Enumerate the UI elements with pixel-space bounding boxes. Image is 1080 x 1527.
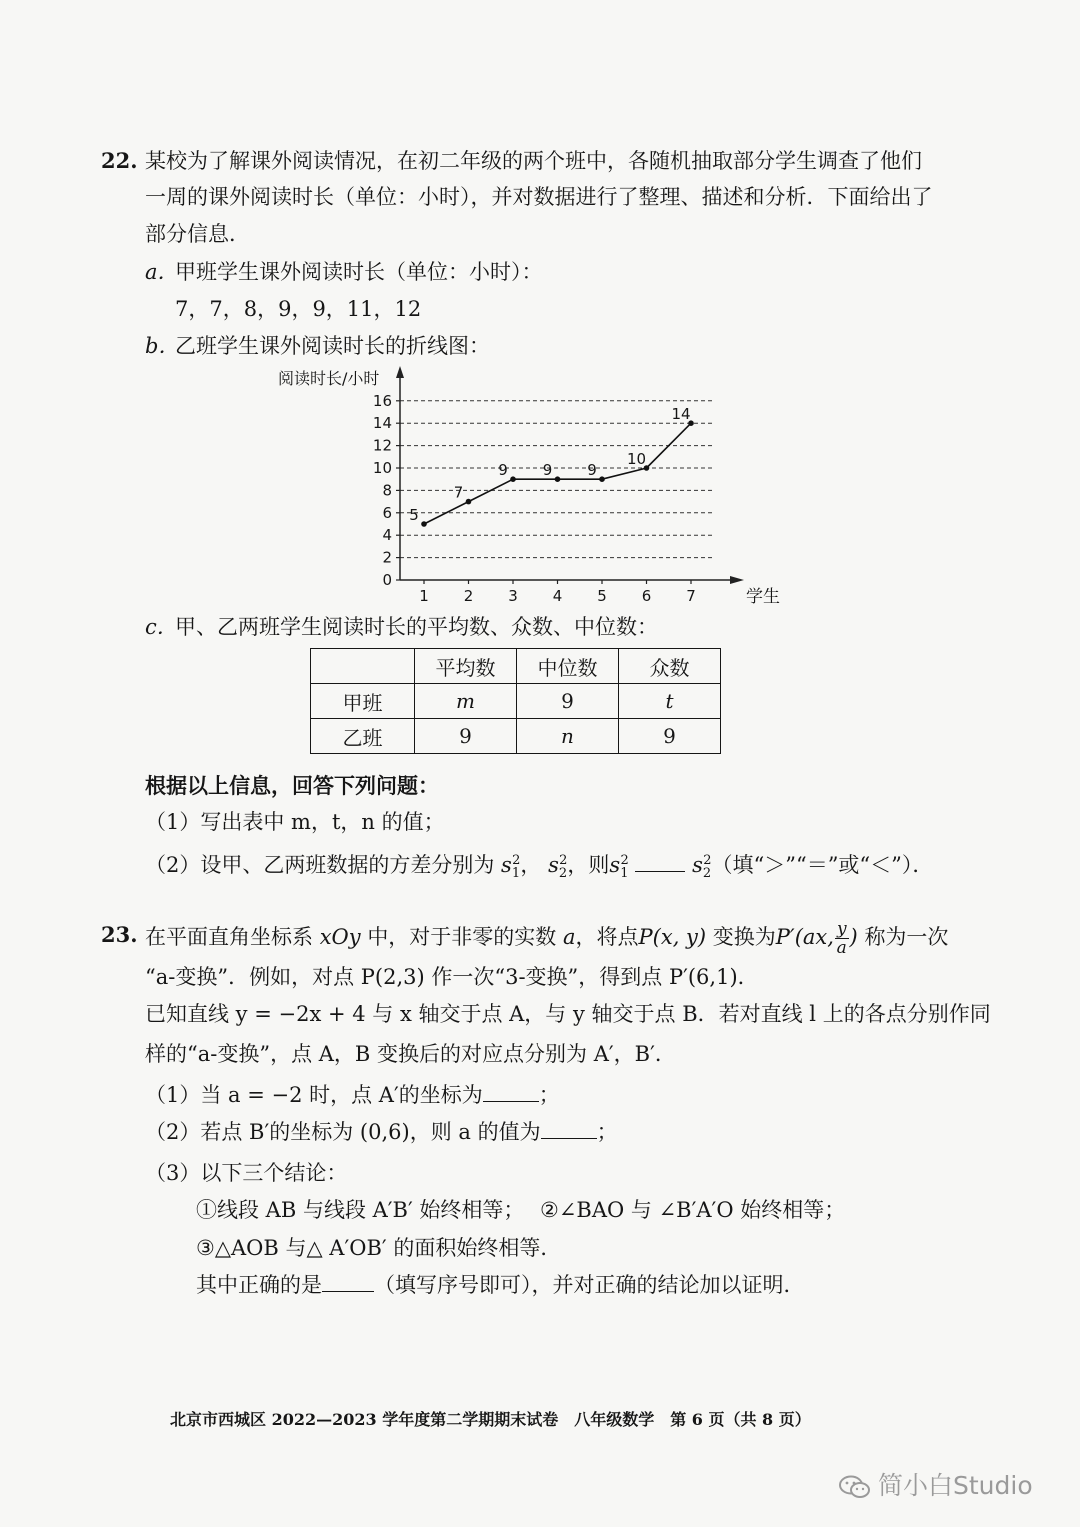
data-point — [555, 476, 561, 482]
s2-symbol: s — [692, 853, 703, 877]
chart-labels — [278, 369, 780, 607]
answer-blank-1[interactable] — [483, 1081, 539, 1102]
s2-subscript: 2 — [558, 866, 568, 882]
watermark — [838, 1466, 1033, 1502]
x-tick-label: 4 — [552, 587, 563, 605]
table-cell: 9 — [517, 684, 619, 719]
q23-sub-3-tail: （填写序号即可），并对正确的结论加以证明． — [374, 1273, 805, 1297]
item-b-text: 乙班学生课外阅读时长的折线图： — [175, 334, 490, 358]
s2-superscript: 2 — [703, 853, 712, 868]
y-tick-label: 4 — [382, 526, 392, 545]
data-label: 9 — [587, 461, 597, 480]
y-tick-label: 12 — [372, 436, 392, 455]
q23-sub-3: （3）以下三个结论： — [145, 1161, 348, 1185]
sub2-then: ，则 — [567, 853, 610, 877]
chart-axes — [396, 366, 744, 584]
answer-blank-2[interactable] — [541, 1118, 597, 1139]
q22-stem-line-2: 一周的课外阅读时长（单位：小时），并对数据进行了整理、描述和分析．下面给出了 — [145, 185, 933, 209]
q22-number: 22. — [101, 148, 138, 173]
q23-sub-2 — [145, 1117, 618, 1147]
x-tick-label: 3 — [508, 587, 518, 605]
q23-text: 变换为 — [712, 925, 776, 949]
data-point — [466, 499, 472, 505]
page-footer: 北京市西城区 2022—2023 学年度第二学期期末试卷 八年级数学 第 6 页（共 8 页） — [170, 1410, 811, 1429]
data-label: 9 — [542, 461, 553, 480]
s2-symbol: s — [548, 853, 559, 877]
item-a-text: 甲班学生课外阅读时长（单位：小时）： — [175, 260, 543, 284]
table-cell: 9 — [619, 719, 721, 754]
y-tick-label: 14 — [372, 414, 392, 433]
q23-sub-1 — [145, 1080, 560, 1110]
q23-text: 在平面直角坐标系 — [145, 925, 313, 949]
conclusion-1: ①线段 AB 与线段 A′B′ 始终相等； — [196, 1198, 525, 1222]
data-label: 9 — [498, 461, 508, 480]
q23-math: xOy — [319, 925, 361, 949]
q23-line-3: 已知直线 y = −2x + 4 与 x 轴交于点 A，与 y 轴交于点 B．若对直线 l 上的各点分别作同 — [145, 1002, 991, 1026]
s2-subscript: 2 — [702, 866, 712, 882]
chart-series — [421, 420, 694, 526]
y-tick-label: 10 — [372, 459, 392, 477]
q23-line-2: “a-变换”．例如，对点 P(2,3) 作一次“3-变换”，得到点 P′(6,1)． — [145, 965, 759, 989]
q22-stem-line-3: 部分信息． — [145, 222, 250, 246]
item-c-label: c． — [145, 615, 178, 639]
q22-prompt: 根据以上信息，回答下列问题： — [145, 773, 439, 798]
y-tick-label: 16 — [372, 391, 392, 410]
answer-blank-3[interactable] — [322, 1271, 374, 1292]
data-label: 7 — [453, 483, 464, 502]
x-tick-label: 2 — [463, 587, 474, 605]
table-header-row — [311, 649, 721, 684]
table-cell: 甲班 — [311, 684, 415, 719]
item-a-data: 7，7，8，9，9，11，12 — [175, 297, 422, 321]
fraction — [835, 920, 849, 957]
q23-text: ，将点 — [575, 925, 639, 949]
s1-symbol: s — [609, 853, 621, 877]
x-tick-label: 1 — [419, 587, 429, 605]
table-cell: 乙班 — [311, 719, 415, 754]
sub2-separator: ， — [520, 853, 542, 877]
x-tick-label: 5 — [597, 587, 607, 605]
fraction-denominator: a — [836, 938, 847, 958]
s1-symbol: s — [501, 853, 512, 877]
s1-subscript: 1 — [620, 866, 629, 882]
q22-sub-2-tail: （填“＞”“＝”或“＜”）． — [711, 853, 934, 877]
fraction-numerator: y — [836, 919, 847, 939]
data-point — [510, 476, 516, 482]
q23-text: 中，对于非零的实数 — [367, 925, 557, 949]
q23-math: a — [563, 925, 576, 949]
item-a-label: a． — [145, 260, 179, 284]
q22-sub-1: （1）写出表中 m，t，n 的值； — [145, 810, 445, 834]
q22-sub-2 — [145, 846, 933, 889]
table-cell: 9 — [415, 719, 517, 754]
x-axis-title: 学生 — [746, 587, 780, 607]
data-point — [421, 521, 427, 527]
x-tick-label: 6 — [641, 587, 652, 605]
q23-sub-1-text: （1）当 a = −2 时，点 A′的坐标为 — [145, 1083, 483, 1107]
table-header-cell: 平均数 — [415, 649, 517, 684]
q22-stem-line-1: 某校为了解课外阅读情况，在初二年级的两个班中，各随机抽取部分学生调查了他们 — [145, 149, 922, 173]
conclusion-3: ③△AOB 与△ A′OB′ 的面积始终相等． — [196, 1236, 562, 1260]
q23-sub-2-end: ； — [596, 1120, 618, 1144]
table-row — [311, 719, 721, 754]
x-axis-arrow — [730, 576, 744, 584]
q22-sub-2-lead: （2）设甲、乙两班数据的方差分别为 — [145, 853, 495, 877]
table-cell: m — [415, 684, 517, 719]
reading-time-line-chart — [270, 362, 780, 612]
wechat-icon — [838, 1474, 872, 1500]
s1-superscript: 2 — [620, 853, 629, 868]
y-axis-title: 阅读时长/小时 — [278, 369, 380, 388]
q23-line-4: 样的“a-变换”，点 A，B 变换后的对应点分别为 A′，B′． — [145, 1042, 676, 1066]
table-cell: n — [517, 719, 619, 754]
y-tick-label: 6 — [382, 503, 392, 522]
q23-math: ) — [849, 925, 858, 949]
data-label: 10 — [626, 450, 647, 468]
y-tick-label: 2 — [382, 548, 392, 567]
item-c-text: 甲、乙两班学生阅读时长的平均数、众数、中位数： — [175, 615, 658, 639]
data-label: 5 — [409, 506, 419, 524]
data-point — [599, 476, 605, 482]
q23-sub-1-end: ； — [538, 1083, 560, 1107]
conclusion-2: ②∠BAO 与 ∠B′A′O 始终相等； — [540, 1198, 846, 1222]
q23-math: P′(ax, — [775, 925, 834, 949]
q23-text: 称为一次 — [864, 925, 949, 949]
table-header-cell: 中位数 — [517, 649, 619, 684]
watermark-text: 简小白Studio — [878, 1471, 1033, 1500]
x-tick-label: 7 — [686, 587, 696, 605]
y-axis-arrow — [396, 366, 404, 378]
data-label: 14 — [671, 405, 691, 424]
q23-number: 23. — [101, 922, 138, 947]
compare-answer-blank[interactable] — [635, 851, 685, 872]
q23-line-1 — [145, 920, 948, 957]
q23-sub-3-answer — [196, 1270, 805, 1300]
table-header-cell — [311, 649, 415, 684]
y-tick-label: 8 — [382, 481, 392, 500]
table-cell: t — [619, 684, 721, 719]
stats-table — [310, 648, 721, 754]
q23-sub-3-lead: 其中正确的是 — [196, 1273, 322, 1297]
s1-subscript: 1 — [511, 866, 521, 882]
table-row — [311, 684, 721, 719]
q23-sub-2-text: （2）若点 B′的坐标为 (0,6)，则 a 的值为 — [145, 1120, 541, 1144]
series-line — [424, 423, 691, 524]
s1-superscript: 2 — [512, 853, 521, 868]
item-b-label: b． — [145, 334, 180, 358]
q23-math: P(x, y) — [638, 925, 707, 949]
y-tick-label: 0 — [382, 571, 392, 589]
table-header-cell: 众数 — [619, 649, 721, 684]
s2-superscript: 2 — [559, 853, 568, 868]
